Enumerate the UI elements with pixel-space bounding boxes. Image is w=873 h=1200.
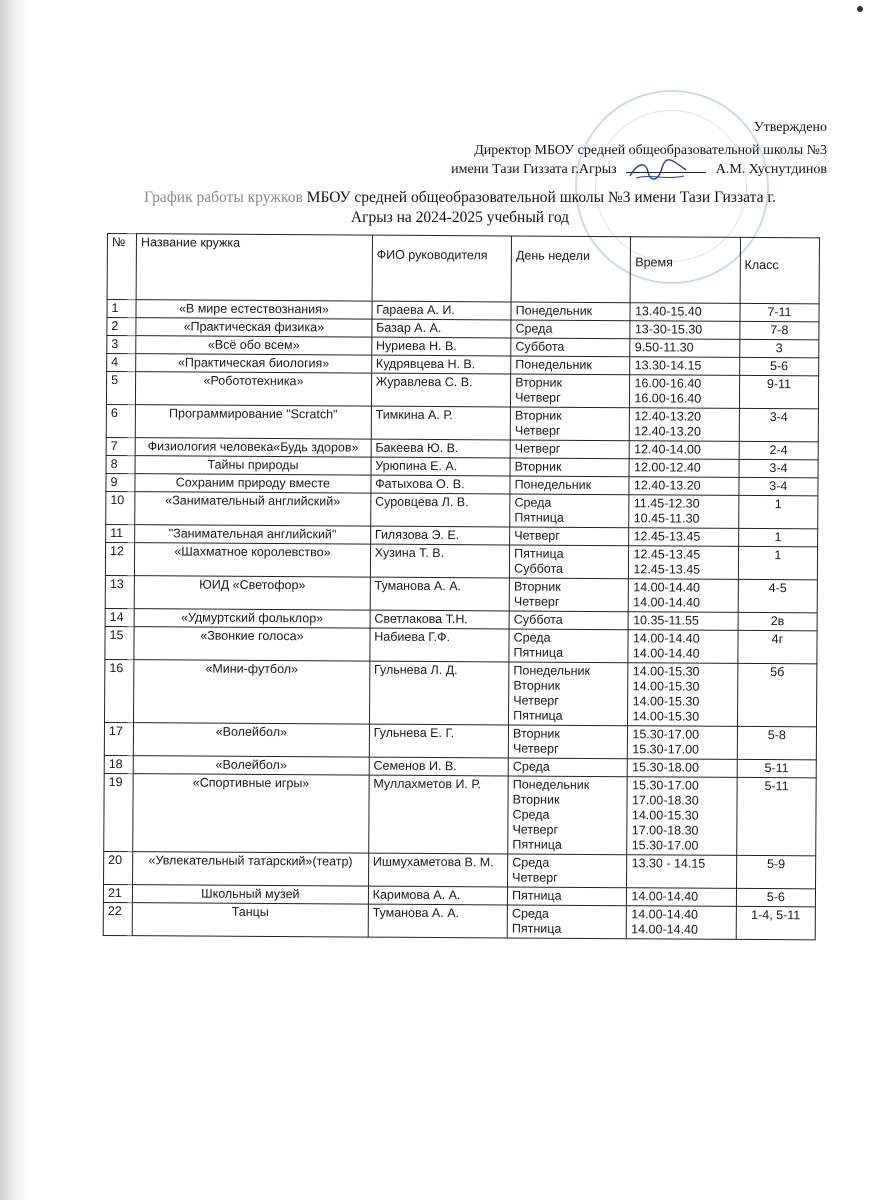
schedule-rows bbox=[103, 300, 819, 940]
row-number: 13 bbox=[105, 575, 134, 608]
time-slots bbox=[628, 663, 738, 727]
weekday: Четверг bbox=[515, 390, 561, 405]
weekdays bbox=[509, 629, 629, 663]
director-name: А.М. Хуснутдинов bbox=[715, 162, 827, 177]
time-slot: 12.00-12.40 bbox=[633, 460, 701, 475]
weekday: Суббота bbox=[514, 561, 564, 576]
club-name: «Волейбол» bbox=[133, 756, 369, 775]
weekdays bbox=[508, 758, 627, 777]
time-slot: 12.40-13.20 bbox=[634, 409, 702, 424]
time-slots bbox=[627, 888, 736, 907]
club-leader: Туманова А. А. bbox=[370, 577, 510, 611]
time-slot: 14.00-15.30 bbox=[632, 694, 700, 709]
time-slots bbox=[629, 459, 738, 478]
club-name: «Удмуртский фольклор» bbox=[134, 609, 370, 628]
col-header-name: Название кружка bbox=[136, 234, 372, 301]
weekday: Пятница bbox=[514, 510, 564, 525]
club-name: «В мире естествознания» bbox=[136, 300, 372, 319]
club-leader: Набиева Г.Ф. bbox=[370, 628, 510, 662]
club-name: «Волейбол» bbox=[133, 723, 369, 757]
weekday: Вторник bbox=[513, 678, 561, 693]
weekday: Четверг bbox=[514, 441, 561, 456]
row-number: 21 bbox=[103, 884, 132, 902]
time-slot: 13.30 - 14.15 bbox=[631, 856, 706, 871]
weekday: Пятница bbox=[512, 888, 562, 903]
weekday: Пятница bbox=[514, 546, 564, 561]
row-number: 16 bbox=[105, 659, 134, 722]
grade-range: 1-4, 5-11 bbox=[736, 906, 815, 939]
club-leader: Тимкина А. Р. bbox=[371, 406, 511, 440]
time-slot: 14.00-14.40 bbox=[631, 889, 699, 904]
grade-range: 5-6 bbox=[736, 888, 815, 906]
club-name: «Занимательный английский» bbox=[135, 492, 371, 526]
club-leader: Туманова А. А. bbox=[368, 904, 508, 938]
time-slot: 12.45-13.45 bbox=[633, 562, 701, 577]
grade-range: 7-11 bbox=[740, 303, 819, 321]
grade-range: 4г bbox=[738, 630, 817, 663]
weekday: Четверг bbox=[514, 423, 561, 438]
weekdays bbox=[509, 611, 628, 630]
club-name: «Звонкие голоса» bbox=[134, 627, 370, 661]
weekdays bbox=[510, 476, 629, 495]
grade-range: 5б bbox=[737, 663, 817, 726]
club-name: Танцы bbox=[132, 903, 368, 937]
time-slot: 15.30-17.00 bbox=[631, 838, 699, 853]
club-leader: Гилязова Э. Е. bbox=[370, 526, 509, 545]
time-slots bbox=[628, 726, 737, 760]
time-slot: 15.30-17.00 bbox=[632, 742, 700, 757]
time-slot: 16.00-16.40 bbox=[634, 391, 702, 406]
weekday: Среда bbox=[512, 855, 550, 870]
time-slots bbox=[627, 906, 736, 940]
table-row bbox=[106, 404, 818, 441]
club-leader: Гараева А. И. bbox=[372, 301, 511, 320]
time-slot: 12.40-13.20 bbox=[633, 478, 701, 493]
table-header-row bbox=[107, 234, 819, 304]
weekday: Пятница bbox=[513, 645, 564, 660]
weekday: Понедельник bbox=[513, 663, 591, 678]
time-slot: 11.45-12.30 bbox=[633, 496, 700, 511]
weekday: Вторник bbox=[514, 459, 562, 474]
grade-range: 1 bbox=[738, 495, 817, 528]
director-signature-line bbox=[451, 160, 827, 179]
club-name: Программирование "Scratch" bbox=[135, 405, 371, 439]
time-slot: 14.00-14.40 bbox=[633, 580, 701, 595]
table-row bbox=[103, 902, 815, 939]
weekday: Вторник bbox=[515, 375, 563, 390]
weekdays bbox=[511, 338, 630, 357]
weekday: Четверг bbox=[512, 870, 558, 885]
grade-range: 5-8 bbox=[737, 726, 816, 759]
title-faded-part: График работы кружков bbox=[144, 189, 303, 206]
club-leader: Кудрявцева Н. В. bbox=[371, 355, 510, 374]
row-number: 19 bbox=[104, 773, 134, 851]
weekday: Четверг bbox=[513, 594, 560, 609]
time-slot: 14.00-14.40 bbox=[631, 922, 698, 937]
grade-range: 2в bbox=[738, 612, 817, 630]
row-number: 14 bbox=[105, 608, 134, 626]
weekday: Пятница bbox=[512, 837, 562, 852]
time-slot: 14.00-14.40 bbox=[632, 646, 700, 661]
club-leader: Урюпина Е. А. bbox=[371, 457, 510, 476]
weekday: Среда bbox=[514, 495, 552, 510]
col-header-day: День недели bbox=[511, 236, 631, 303]
time-slots bbox=[629, 477, 738, 496]
row-number: 3 bbox=[107, 336, 136, 354]
club-name: «Мини-футбол» bbox=[134, 660, 370, 724]
weekday: Среда bbox=[512, 807, 550, 822]
weekdays bbox=[510, 407, 630, 441]
club-name: «Шахматное королевство» bbox=[134, 543, 370, 577]
row-number: 2 bbox=[107, 318, 136, 336]
club-leader: Гульнева Л. Д. bbox=[369, 661, 509, 725]
weekdays bbox=[510, 458, 629, 477]
row-number: 10 bbox=[106, 491, 135, 524]
grade-range: 5-11 bbox=[736, 777, 816, 855]
weekday: Понедельник bbox=[512, 777, 590, 792]
time-slot: 14.00-15.30 bbox=[631, 808, 699, 823]
time-slots bbox=[630, 408, 739, 442]
grade-range: 3 bbox=[740, 339, 819, 357]
grade-range: 4-5 bbox=[738, 579, 817, 612]
time-slot: 15.30-18.00 bbox=[632, 760, 699, 775]
club-leader: Гульнева Е. Г. bbox=[369, 724, 509, 758]
weekdays bbox=[509, 662, 629, 726]
club-name: «Практическая физика» bbox=[136, 318, 372, 337]
club-leader: Семенов И. В. bbox=[369, 757, 508, 776]
weekday: Суббота bbox=[513, 612, 563, 627]
club-leader: Муллахметов И. Р. bbox=[368, 775, 508, 854]
club-leader: Ишмухаметова В. М. bbox=[368, 853, 508, 887]
grade-range: 5-11 bbox=[737, 759, 816, 777]
time-slot: 9.50-11.30 bbox=[634, 340, 694, 355]
table-row bbox=[104, 773, 816, 855]
time-slots bbox=[630, 375, 739, 409]
weekday: Вторник bbox=[513, 726, 560, 741]
title-line1: МБОУ средней общеобразовательной школы №3 имени Тази Гиззата г. bbox=[302, 189, 776, 206]
title-line2: Агрыз на 2024-2025 учебный год bbox=[350, 209, 570, 226]
weekday: Пятница bbox=[511, 921, 562, 936]
document-title bbox=[100, 188, 820, 228]
table-row bbox=[104, 722, 816, 759]
grade-range: 1 bbox=[738, 546, 817, 579]
col-header-time: Время bbox=[631, 237, 741, 304]
time-slots bbox=[629, 579, 738, 613]
time-slot: 16.00-16.40 bbox=[634, 376, 702, 391]
time-slot: 15.30-17.00 bbox=[632, 778, 699, 793]
time-slots bbox=[628, 630, 737, 664]
table-row bbox=[106, 491, 818, 528]
weekday: Четверг bbox=[514, 528, 560, 543]
grade-range: 7-8 bbox=[740, 321, 819, 339]
time-slot: 13.40-15.40 bbox=[634, 304, 702, 319]
time-slot: 17.00-18.30 bbox=[631, 823, 699, 838]
weekday: Понедельник bbox=[515, 357, 592, 372]
time-slots bbox=[628, 759, 737, 778]
club-name: Школьный музей bbox=[132, 885, 368, 904]
row-number: 1 bbox=[107, 300, 136, 318]
weekdays bbox=[511, 356, 630, 375]
row-number: 9 bbox=[106, 473, 135, 491]
col-header-number: № bbox=[107, 234, 136, 300]
time-slots bbox=[630, 441, 739, 460]
weekday: Понедельник bbox=[515, 303, 593, 318]
weekday: Вторник bbox=[514, 408, 562, 423]
weekdays bbox=[510, 527, 629, 546]
weekdays bbox=[508, 887, 627, 906]
row-number: 6 bbox=[106, 404, 135, 437]
time-slot: 12.45-13.45 bbox=[633, 547, 701, 562]
club-name: «Увлекательный татарский»(театр) bbox=[133, 852, 369, 886]
club-leader: Хузина Т. В. bbox=[370, 544, 510, 578]
row-number: 11 bbox=[106, 524, 135, 542]
table-row bbox=[105, 626, 817, 663]
club-leader: Бакеева Ю. В. bbox=[371, 439, 510, 458]
time-slots bbox=[630, 339, 739, 358]
corner-dot bbox=[857, 6, 863, 12]
time-slots bbox=[629, 528, 738, 547]
weekdays bbox=[511, 374, 631, 408]
weekday: Вторник bbox=[512, 792, 560, 807]
time-slot: 14.00-15.30 bbox=[632, 679, 700, 694]
grade-range: 5-9 bbox=[736, 855, 815, 888]
time-slot: 10.35-11.55 bbox=[633, 613, 699, 628]
time-slot: 14.00-15.30 bbox=[632, 709, 700, 724]
weekday: Среда bbox=[515, 321, 553, 336]
weekday: Понедельник bbox=[514, 477, 592, 492]
club-name: «Практическая биология» bbox=[136, 354, 372, 373]
time-slot: 10.45-11.30 bbox=[633, 511, 700, 526]
col-header-head: ФИО руководителя bbox=[372, 235, 512, 302]
weekday: Суббота bbox=[515, 339, 565, 354]
row-number: 4 bbox=[107, 354, 136, 372]
time-slots bbox=[629, 495, 738, 529]
time-slots bbox=[627, 855, 736, 889]
schedule-table bbox=[103, 233, 820, 940]
time-slot: 13.30-14.15 bbox=[634, 358, 702, 373]
time-slot: 14.00-14.40 bbox=[631, 907, 699, 922]
time-slot: 14.00-14.40 bbox=[632, 631, 700, 646]
row-number: 5 bbox=[106, 372, 135, 405]
weekdays bbox=[510, 545, 630, 579]
table-row bbox=[105, 659, 817, 726]
row-number: 18 bbox=[104, 755, 133, 773]
row-number: 8 bbox=[106, 455, 135, 473]
row-number: 20 bbox=[104, 851, 133, 884]
grade-range: 9-11 bbox=[739, 375, 818, 408]
club-name: Сохраним природу вместе bbox=[135, 474, 371, 493]
row-number: 15 bbox=[105, 626, 134, 659]
time-slot: 13-30-15.30 bbox=[634, 322, 703, 337]
grade-range: 2-4 bbox=[739, 441, 818, 459]
weekday: Среда bbox=[511, 906, 549, 921]
club-name: «Спортивные игры» bbox=[133, 774, 369, 853]
row-number: 7 bbox=[106, 437, 135, 455]
time-slot: 17.00-18.30 bbox=[631, 793, 699, 808]
col-header-class: Класс bbox=[740, 237, 820, 303]
weekdays bbox=[508, 854, 628, 888]
club-leader: Светлакова Т.Н. bbox=[370, 610, 509, 629]
school-name: имени Тази Гиззата г.Агрыз bbox=[451, 162, 617, 177]
club-leader: Суровцева Л. В. bbox=[370, 493, 510, 527]
time-slot: 12.40-13.20 bbox=[634, 424, 702, 439]
signature-blank bbox=[626, 172, 706, 173]
table-row bbox=[105, 575, 817, 612]
time-slot: 12.40-14.00 bbox=[634, 442, 701, 457]
row-number: 12 bbox=[105, 542, 134, 575]
club-leader: Каримова А. А. bbox=[368, 886, 507, 905]
time-slots bbox=[630, 357, 739, 376]
approval-block bbox=[451, 118, 827, 179]
table-row bbox=[105, 542, 817, 579]
time-slots bbox=[629, 612, 738, 631]
time-slots bbox=[630, 321, 739, 340]
time-slots bbox=[630, 303, 739, 322]
weekdays bbox=[508, 776, 628, 855]
weekdays bbox=[507, 905, 627, 939]
scan-edge-shadow bbox=[0, 0, 30, 1200]
weekday: Четверг bbox=[513, 693, 559, 708]
club-name: "Занимательная английский" bbox=[135, 525, 371, 544]
club-leader: Базар А. А. bbox=[372, 319, 511, 338]
weekday: Пятница bbox=[513, 708, 563, 723]
weekday: Вторник bbox=[513, 579, 561, 594]
grade-range: 5-6 bbox=[739, 357, 818, 375]
club-name: Физиология человека«Будь здоров» bbox=[135, 438, 371, 457]
weekday: Среда bbox=[512, 759, 550, 774]
row-number: 17 bbox=[104, 722, 133, 755]
club-name: «Всё обо всем» bbox=[136, 336, 372, 355]
grade-range: 3-4 bbox=[739, 477, 818, 495]
weekdays bbox=[510, 494, 630, 528]
grade-range: 1 bbox=[738, 528, 817, 546]
weekdays bbox=[511, 302, 630, 321]
weekdays bbox=[508, 725, 628, 759]
grade-range: 3-4 bbox=[739, 408, 818, 441]
time-slot: 15.30-17.00 bbox=[632, 727, 700, 742]
club-name: «Робототехника» bbox=[136, 372, 372, 406]
approved-label: Утверждено bbox=[753, 120, 827, 135]
weekday: Четверг bbox=[512, 822, 559, 837]
time-slots bbox=[627, 777, 737, 856]
weekday: Среда bbox=[513, 630, 551, 645]
table-row bbox=[104, 851, 816, 888]
club-leader: Фатыхова О. В. bbox=[371, 475, 510, 494]
weekdays bbox=[509, 578, 629, 612]
club-name: ЮИД «Светофор» bbox=[134, 576, 370, 610]
grade-range: 3-4 bbox=[739, 459, 818, 477]
weekdays bbox=[511, 320, 630, 339]
director-position: Директор МБОУ средней общеобразовательной школы №3 bbox=[474, 143, 827, 158]
weekdays bbox=[510, 440, 629, 459]
time-slot: 12.45-13.45 bbox=[633, 529, 701, 544]
time-slot: 14.00-15.30 bbox=[632, 664, 700, 679]
row-number: 22 bbox=[103, 902, 132, 935]
club-leader: Журавлева С. В. bbox=[371, 373, 511, 407]
club-leader: Нуриева Н. В. bbox=[371, 337, 510, 356]
table-row bbox=[106, 372, 818, 409]
club-name: Тайны природы bbox=[135, 456, 371, 475]
time-slots bbox=[629, 546, 738, 580]
weekday: Четверг bbox=[512, 741, 559, 756]
time-slot: 14.00-14.40 bbox=[633, 595, 700, 610]
